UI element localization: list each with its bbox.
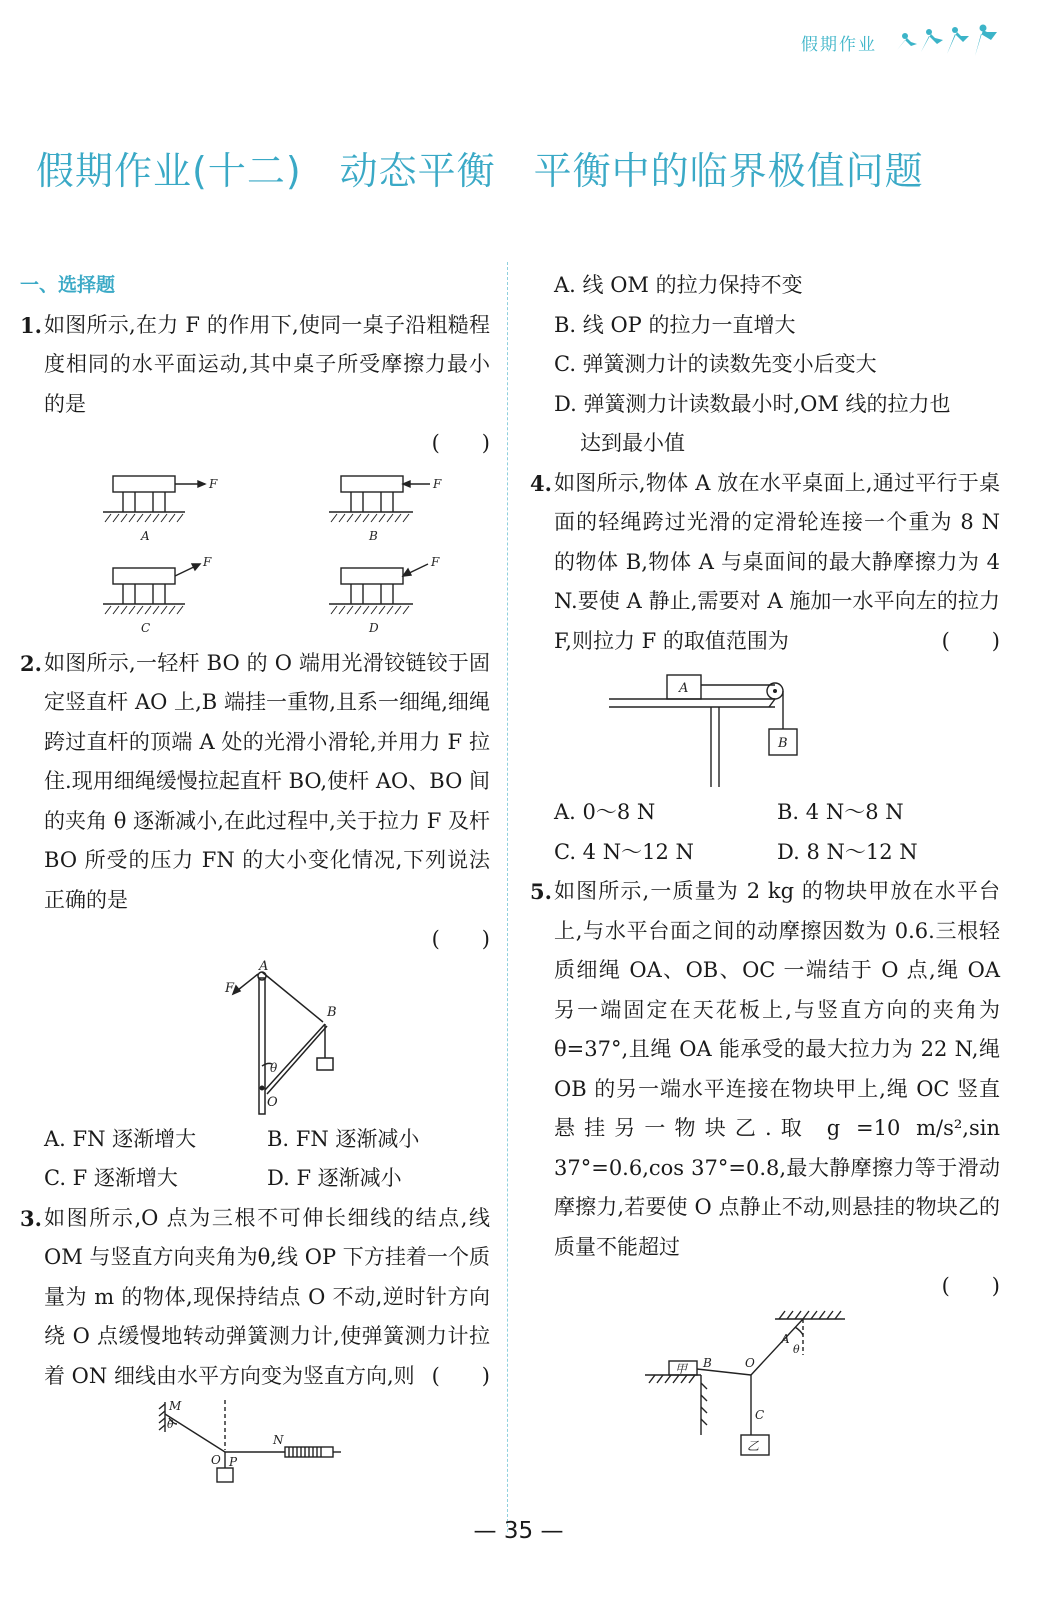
q3-label-n: N [273,1433,284,1447]
q3-option-c: C. 弹簧测力计的读数先变小后变大 [554,352,877,376]
header-label: 假期作业 [801,34,877,55]
page-footer: — 35 — [473,1518,564,1544]
q1-force-label-b: F [433,476,442,491]
q3-label-o: O [211,1453,221,1467]
question-number: 2. [20,650,42,676]
q1-force-label-a: F [209,476,218,491]
q1-label-c: C [141,620,151,635]
answer-bracket: ( ) [431,431,490,455]
q1-figure [45,464,465,644]
answer-bracket: ( ) [941,1274,1000,1298]
question-text: 如图所示,一轻杆 BO 的 O 端用光滑铰链铰于固定竖直杆 AO 上,B 端挂一重物,且系一细绳,细绳跨过直杆的顶端 A 处的光滑小滑轮,并用力 F 拉住.现用细绳缓慢拉起直杆 BO,使杆 AO、BO 间的夹角 θ 逐渐减小,在此过程中,关于拉力 F 及杆 BO 所受的压力 FN 的大小变化情况,下列说法正确的是 [44,650,490,912]
question-3 [20,1199,490,1397]
right-column [530,266,1000,1467]
question-5 [530,872,1000,1307]
answer-bracket: ( ) [941,628,1000,653]
q5-label-theta: θ [793,1342,800,1356]
q5-label-o: O [745,1355,755,1370]
q3-option-d: D. 弹簧测力计读数最小时,OM 线的拉力也 [554,391,951,416]
question-text: 如图所示,在力 F 的作用下,使同一桌子沿粗糙程度相同的水平面运动,其中桌子所受摩擦力最小的是 [44,312,490,416]
question-text: 如图所示,一质量为 2 kg 的物块甲放在水平台上,与水平台面之间的动摩擦因数为 0.6.三根轻质细绳 OA、OB、OC 一端结于 O 点,绳 OA 另一端固定在天花板上,与竖直方向的夹角为 θ=37°,且绳 OA 能承受的最大拉力为 22 N,绳 OB 的另一端水平连接在物块甲上,绳 OC 竖直悬挂另一物块乙.取 g =10 m/s²,sin 37°=0.6,cos 37°=0.8,最大静摩擦力等于滑动摩擦力,若要使 O 点静止不动,则悬挂的物块乙的质量不能超过 [554,879,1000,1259]
column-divider [507,262,508,1532]
option-a: A. 0～8 N [554,800,656,824]
option-d: D. F 逐渐减小 [267,1166,402,1190]
title-part-1: 假期作业(十二) [36,149,302,193]
question-number: 1. [20,312,42,338]
q2-label-b: B [327,1004,337,1020]
answer-bracket: ( ) [431,1363,490,1388]
q1-force-label-c: F [203,554,212,569]
running-header [801,22,1001,62]
q3-option-a: A. 线 OM 的拉力保持不变 [554,273,803,297]
page-number: 35 [503,1518,534,1544]
title-part-2: 动态平衡 [339,149,496,193]
q4-options [530,793,1000,872]
q5-label-a: A [781,1331,790,1346]
q2-label-a: A [259,959,269,974]
q3-label-p: P [229,1455,238,1469]
q1-label-b: B [369,528,378,543]
q2-figure [105,960,405,1120]
q2-label-theta: θ [270,1060,278,1075]
question-text: 如图所示,O 点为三根不可伸长细线的结点,线 OM 与竖直方向夹角为θ,线 OP 下方挂着一个质量为 m 的物体,现保持结点 O 不动,逆时针方向绕 O 点缓慢地转动弹簧测力计,使弹簧测力计拉着 ON 细线由水平方向变为竖直方向,则 [44,1205,490,1388]
question-4 [530,464,1000,662]
q2-options [20,1120,490,1199]
q5-label-jia: 甲 [675,1361,688,1376]
q5-figure [605,1307,925,1467]
q1-label-d: D [369,620,379,635]
question-text: 如图所示,物体 A 放在水平桌面上,通过平行于桌面的轻绳跨过光滑的定滑轮连接一个重为 8 N 的物体 B,物体 A 与桌面间的最大静摩擦力为 4 N.要使 A 静止,需要对 A 施加一水平向左的拉力 F,则拉力 F 的取值范围为 [554,470,1000,653]
q4-figure [605,661,925,793]
question-number: 4. [530,470,552,496]
section-heading: 一、选择题 [20,274,116,296]
q2-label-o: O [267,1094,278,1110]
q4-label-b: B [778,736,788,751]
q1-label-a: A [141,528,150,543]
q3-option-b: B. 线 OP 的拉力一直增大 [554,312,796,337]
option-a: A. FN 逐渐增大 [44,1126,197,1151]
q3-figure [105,1396,405,1488]
question-number: 3. [20,1205,42,1231]
q3-label-m: M [169,1399,182,1413]
runners-decoration-icon [891,22,1001,62]
option-b: B. 4 N～8 N [777,800,904,824]
q5-label-c: C [755,1407,765,1422]
q3-label-theta: θ [167,1418,174,1431]
left-column [20,266,490,1488]
title-part-3: 平衡中的临界极值问题 [533,149,924,193]
question-1 [20,306,490,464]
page-title [36,140,1006,195]
q4-label-a: A [679,681,689,696]
answer-bracket: ( ) [431,927,490,951]
option-b: B. FN 逐渐减小 [267,1126,420,1151]
question-number: 5. [530,879,552,904]
option-c: C. F 逐渐增大 [44,1166,178,1190]
option-d: D. 8 N～12 N [777,839,918,864]
q2-label-f: F [225,980,235,996]
q5-label-b: B [703,1355,712,1370]
option-c: C. 4 N～12 N [554,839,694,864]
question-2 [20,644,490,960]
q3-option-d-continued: 达到最小值 [580,431,685,455]
q5-label-yi: 乙 [747,1438,760,1453]
q1-force-label-d: F [431,554,440,569]
